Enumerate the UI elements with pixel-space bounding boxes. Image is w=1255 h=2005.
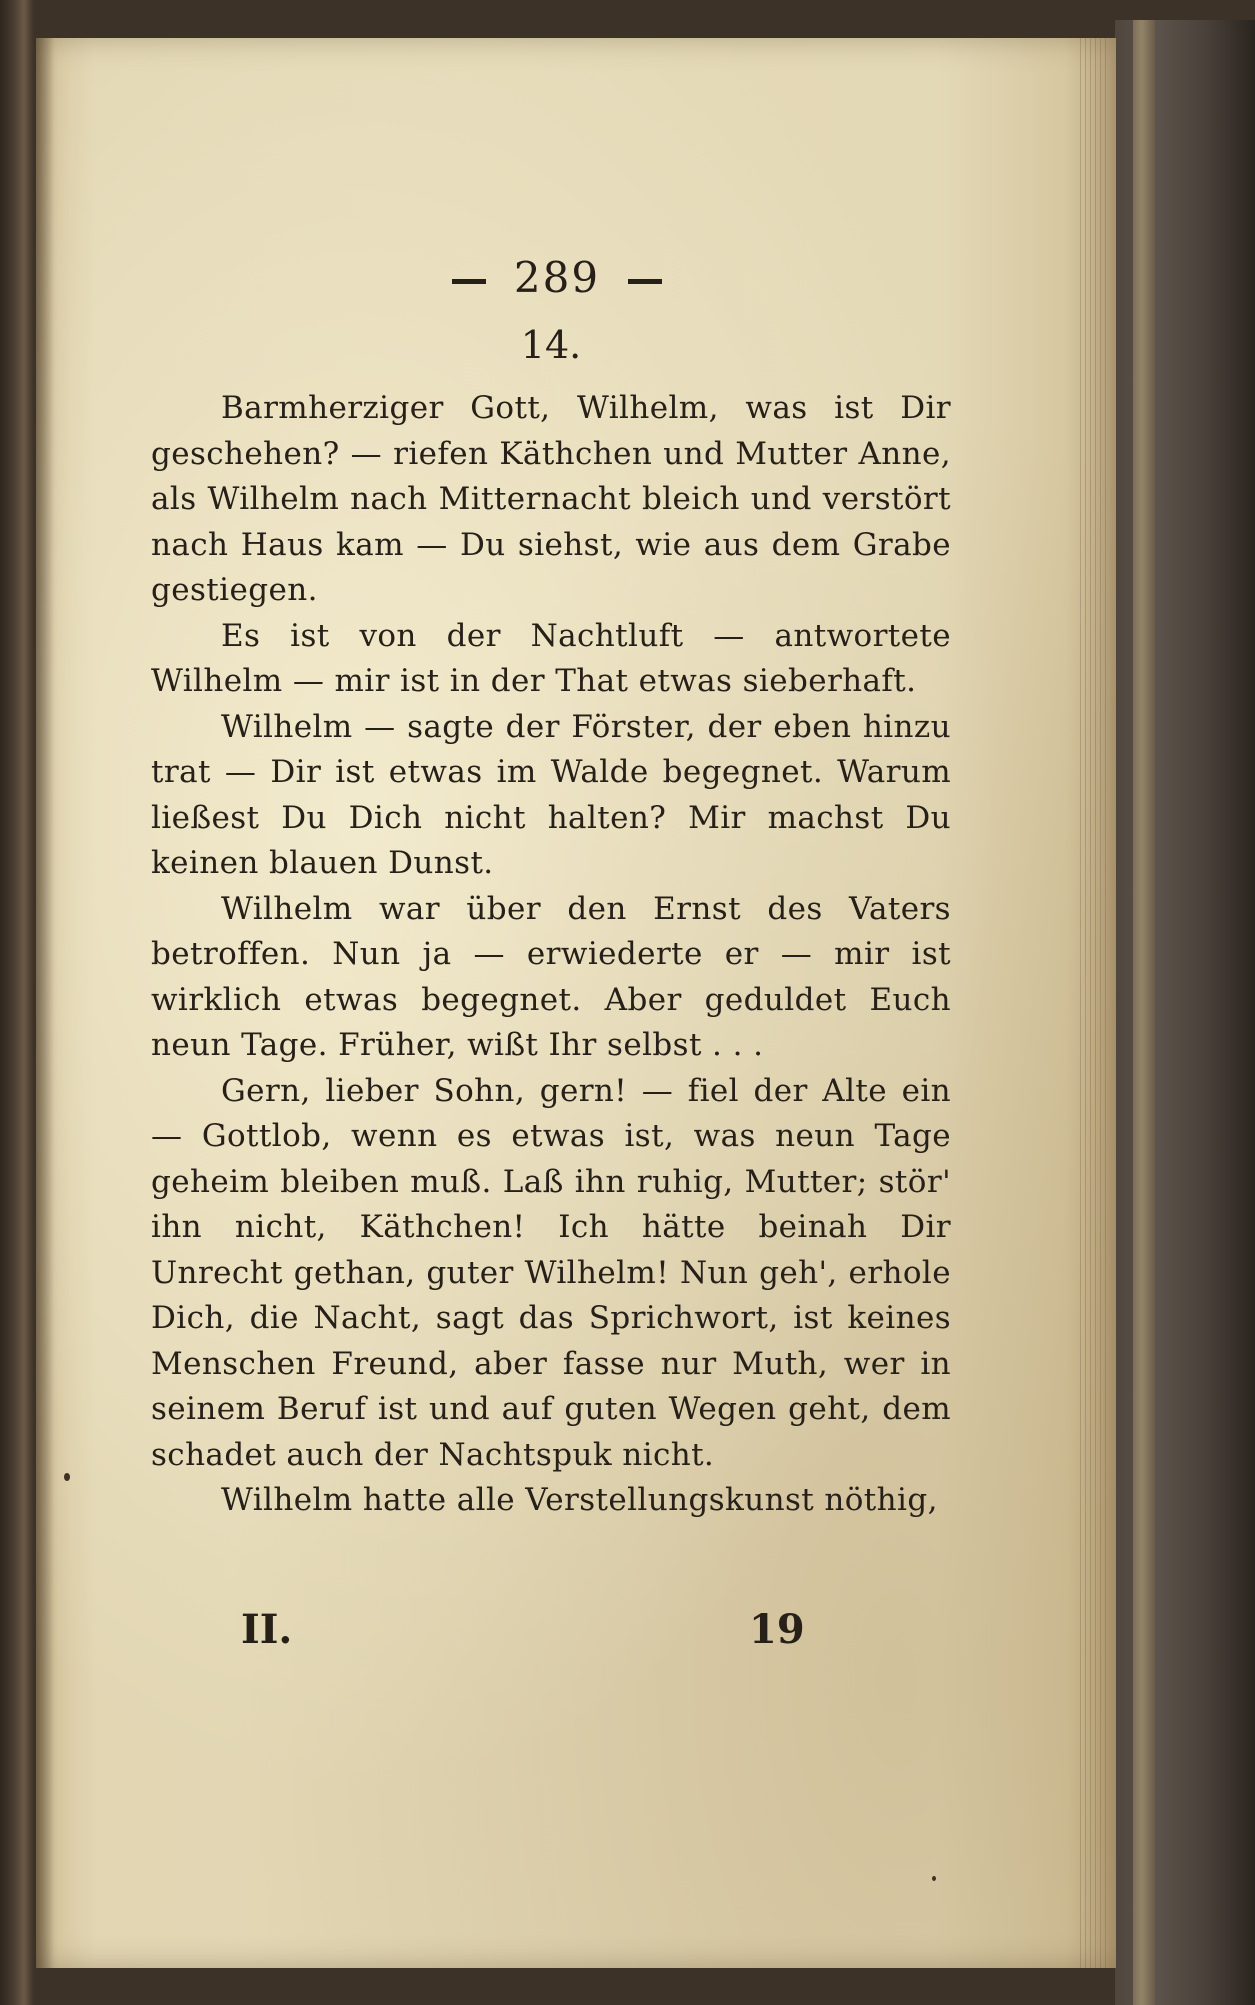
paragraph: Wilhelm war über den Ernst des Vaters betroffen. Nun ja — erwiederte er — mir ist wirklich etwas begegnet. Aber geduldet Euch neun Tage. Früher, wißt Ihr selbst . . . [151, 890, 951, 1063]
chapter-number: 14. [520, 323, 582, 367]
paragraph: Es ist von der Nachtluft — antwortete Wilhelm — mir ist in der That etwas sieberhaft. [151, 617, 951, 699]
page-number: 289 [513, 253, 601, 302]
page-fore-edge [1080, 38, 1110, 1968]
page-edges [1133, 20, 1155, 2005]
text-block [151, 248, 951, 1524]
body-text [151, 386, 951, 1524]
paper-speck [64, 1473, 70, 1481]
paragraph: Wilhelm — sagte der Förster, der eben hinzu trat — Dir ist etwas im Walde begegnet. Warum ließest Du Dich nicht halten? Mir machst Du keinen blauen Dunst. [151, 708, 951, 881]
volume-number: II. [241, 1606, 293, 1653]
paragraph: Wilhelm hatte alle Verstellungskunst nöthig, [221, 1482, 938, 1518]
page-gutter-shadow [36, 38, 54, 1968]
running-head [163, 248, 951, 308]
book-page [36, 38, 1116, 1968]
signature-mark: 19 [749, 1606, 805, 1653]
book-cover-board [1115, 20, 1255, 2005]
paragraph: Gern, lieber Sohn, gern! — fiel der Alte ein — Gottlob, wenn es etwas ist, was neun Tage geheim bleiben muß. Laß ihn ruhig, Mutter; stör' ihn nicht, Käthchen! Ich hätte beinah Dir Unrecht gethan, guter Wilhelm! Nun geh', erhole Dich, die Nacht, sagt das Sprichwort, ist keines Menschen Freund, aber fasse nur Muth, wer in seinem Beruf ist und auf guten Wegen geht, dem schadet auch der Nachtspuk nicht. [151, 1072, 951, 1473]
head-dash-left [452, 279, 486, 284]
paper-speck [932, 1876, 936, 1881]
paragraph: Barmherziger Gott, Wilhelm, was ist Dir geschehen? — riefen Käthchen und Mutter Anne, als Wilhelm nach Mitternacht bleich und verstört nach Haus kam — Du siehst, wie aus dem Grabe gestiegen. [151, 390, 951, 608]
head-dash-right [628, 279, 662, 284]
